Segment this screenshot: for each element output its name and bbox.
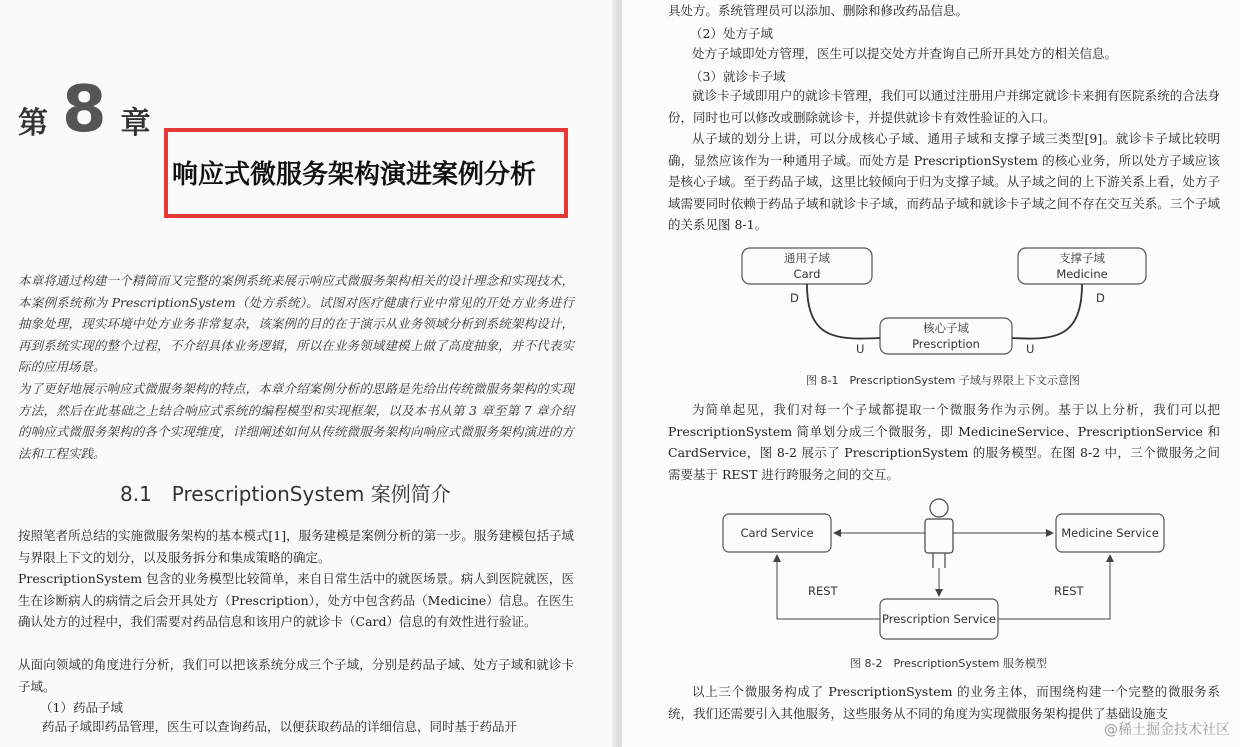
card-service-label: Card Service bbox=[740, 526, 814, 540]
paragraph-4: 药品子域即药品管理，医生可以查询药品，以便获取药品的详细信息，同时基于药品开 bbox=[42, 719, 518, 734]
rest-label-left: REST bbox=[808, 584, 838, 598]
prescription-service-label: Prescription Service bbox=[881, 612, 997, 626]
figure-8-2 bbox=[723, 499, 1164, 639]
paragraph-1: 按照笔者所总结的实施微服务架构的基本模式[1]，服务建模是案例分析的第一步。服务建模包括子域与界限上下文的划分，以及服务拆分和集成策略的确定。 bbox=[18, 528, 574, 565]
paragraph-continuation: 具处方。系统管理员可以添加、删除和修改药品信息。 bbox=[668, 3, 969, 18]
paragraph-subdomain-split: 从子域的划分上讲，可以分成核心子域、通用子域和支撑子域三类型[9]。就诊卡子域比较明确，显然应该作为一种通用子域。而处方是 PrescriptionSystem 的核心业务，所以处方子域应该是核心子域。至于药品子域，这里比较倾向于归为支撑子域。从子域之间的上下游关系上看，处方子域需要同时依赖于药品子域和就诊卡子域，而药品子域和就诊卡子域之间不存在交互关系。三个子域的关系见图 8-1。 bbox=[668, 131, 1220, 232]
chapter-title: 响应式微服务架构演进案例分析 bbox=[172, 160, 537, 190]
paragraph-services: 为简单起见，我们对每一个子域都提取一个微服务作为示例。基于以上分析，我们可以把 PrescriptionSystem 简单划分成三个微服务，即 MedicineService、PrescriptionService 和 CardService，图 8-2 展示了 PrescriptionSystem 的服务模型。在图 8-2 中，三个微服务之间需要基于 REST 进行跨服务之间的交互。 bbox=[668, 402, 1220, 482]
paragraph-3: 从面向领域的角度进行分析，我们可以把该系统分成三个子域，分别是药品子域、处方子域和就诊卡子域。 bbox=[18, 657, 574, 694]
support-core-link bbox=[1012, 284, 1082, 339]
watermark: @稀土掘金技术社区 bbox=[1104, 722, 1230, 738]
paragraph-sub2: 处方子域即处方管理，医生可以提交处方并查询自己所开具处方的相关信息。 bbox=[692, 46, 1118, 61]
subheading-2: （2）处方子域 bbox=[690, 26, 773, 41]
generic-core-link bbox=[807, 284, 880, 339]
user-icon bbox=[925, 499, 953, 568]
label-u-right: U bbox=[1026, 342, 1035, 356]
chapter-number: 8 bbox=[62, 73, 107, 147]
left-page bbox=[0, 0, 618, 747]
chapter-prefix: 第 bbox=[18, 106, 48, 141]
label-u-left: U bbox=[856, 342, 865, 356]
rest-label-right: REST bbox=[1054, 584, 1084, 598]
chapter-heading bbox=[18, 73, 151, 147]
generic-subdomain-en: Card bbox=[793, 267, 821, 281]
paragraph-2: PrescriptionSystem 包含的业务模型比较简单，来自日常生活中的就医场景。病人到医院就医，医生在诊断病人的病情之后会开具处方（Prescription），处方中包含药品（Medicine）信息。在医生确认处方的过程中，我们需要对药品信息和该用户的就诊卡（Card）信息的有效性进行验证。 bbox=[18, 571, 574, 629]
subheading-1: （1）药品子域 bbox=[40, 700, 123, 715]
chapter-title-highlight-box bbox=[164, 128, 568, 218]
support-subdomain-en: Medicine bbox=[1056, 267, 1108, 281]
figure-8-2-caption: 图 8-2 PrescriptionSystem 服务模型 bbox=[850, 657, 1047, 670]
core-subdomain-cn: 核心子域 bbox=[923, 321, 969, 335]
paragraph-last: 以上三个微服务构成了 PrescriptionSystem 的业务主体，而围绕构建一个完整的微服务系统，我们还需要引入其他服务，这些服务从不同的角度为实现微服务架构提供了基础设施支 bbox=[668, 684, 1220, 721]
generic-subdomain-cn: 通用子域 bbox=[784, 251, 830, 265]
paragraph-sub3: 就诊卡子域即用户的就诊卡管理，我们可以通过注册用户并绑定就诊卡来拥有医院系统的合法身份，同时也可以修改或删除就诊卡，并提供就诊卡有效性验证的入口。 bbox=[668, 88, 1220, 125]
subheading-3: （3）就诊卡子域 bbox=[690, 69, 786, 84]
support-subdomain-cn: 支撑子域 bbox=[1059, 251, 1105, 265]
section-title: 8.1 PrescriptionSystem 案例简介 bbox=[120, 482, 451, 506]
label-d-left: D bbox=[790, 291, 799, 305]
label-d-right: D bbox=[1096, 291, 1105, 305]
core-subdomain-en: Prescription bbox=[912, 337, 980, 351]
intro-paragraph-2: 为了更好地展示响应式微服务架构的特点，本章介绍案例分析的思路是先给出传统微服务架构的实现方法，然后在此基础之上结合响应式系统的编程模型和实现框架，以及本书从第 3 章至第 7 章介绍的响应式微服务架构的各个实现维度，详细阐述如何从传统微服务架构向响应式微服务架构演进的方法和工程实践。 bbox=[18, 381, 574, 461]
intro-paragraph-1: 本章将通过构建一个精简而又完整的案例系统来展示响应式微服务架构相关的设计理念和实现技术，本案例系统称为 PrescriptionSystem（处方系统）。试图对医疗健康行业中常见的开处方业务进行抽象处理，现实环境中处方业务非常复杂，该案例的目的在于演示从业务领域分析到系统架构设计，再到系统实现的整个过程，不介绍具体业务逻辑，所以在业务领域建模上做了高度抽象，并不代表实际的应用场景。 bbox=[18, 273, 574, 374]
right-page bbox=[622, 0, 1240, 747]
figure-8-1-caption: 图 8-1 PrescriptionSystem 子域与界限上下文示意图 bbox=[806, 374, 1080, 387]
chapter-suffix: 章 bbox=[120, 106, 151, 141]
figure-8-1 bbox=[742, 248, 1146, 356]
medicine-service-label: Medicine Service bbox=[1061, 526, 1159, 540]
